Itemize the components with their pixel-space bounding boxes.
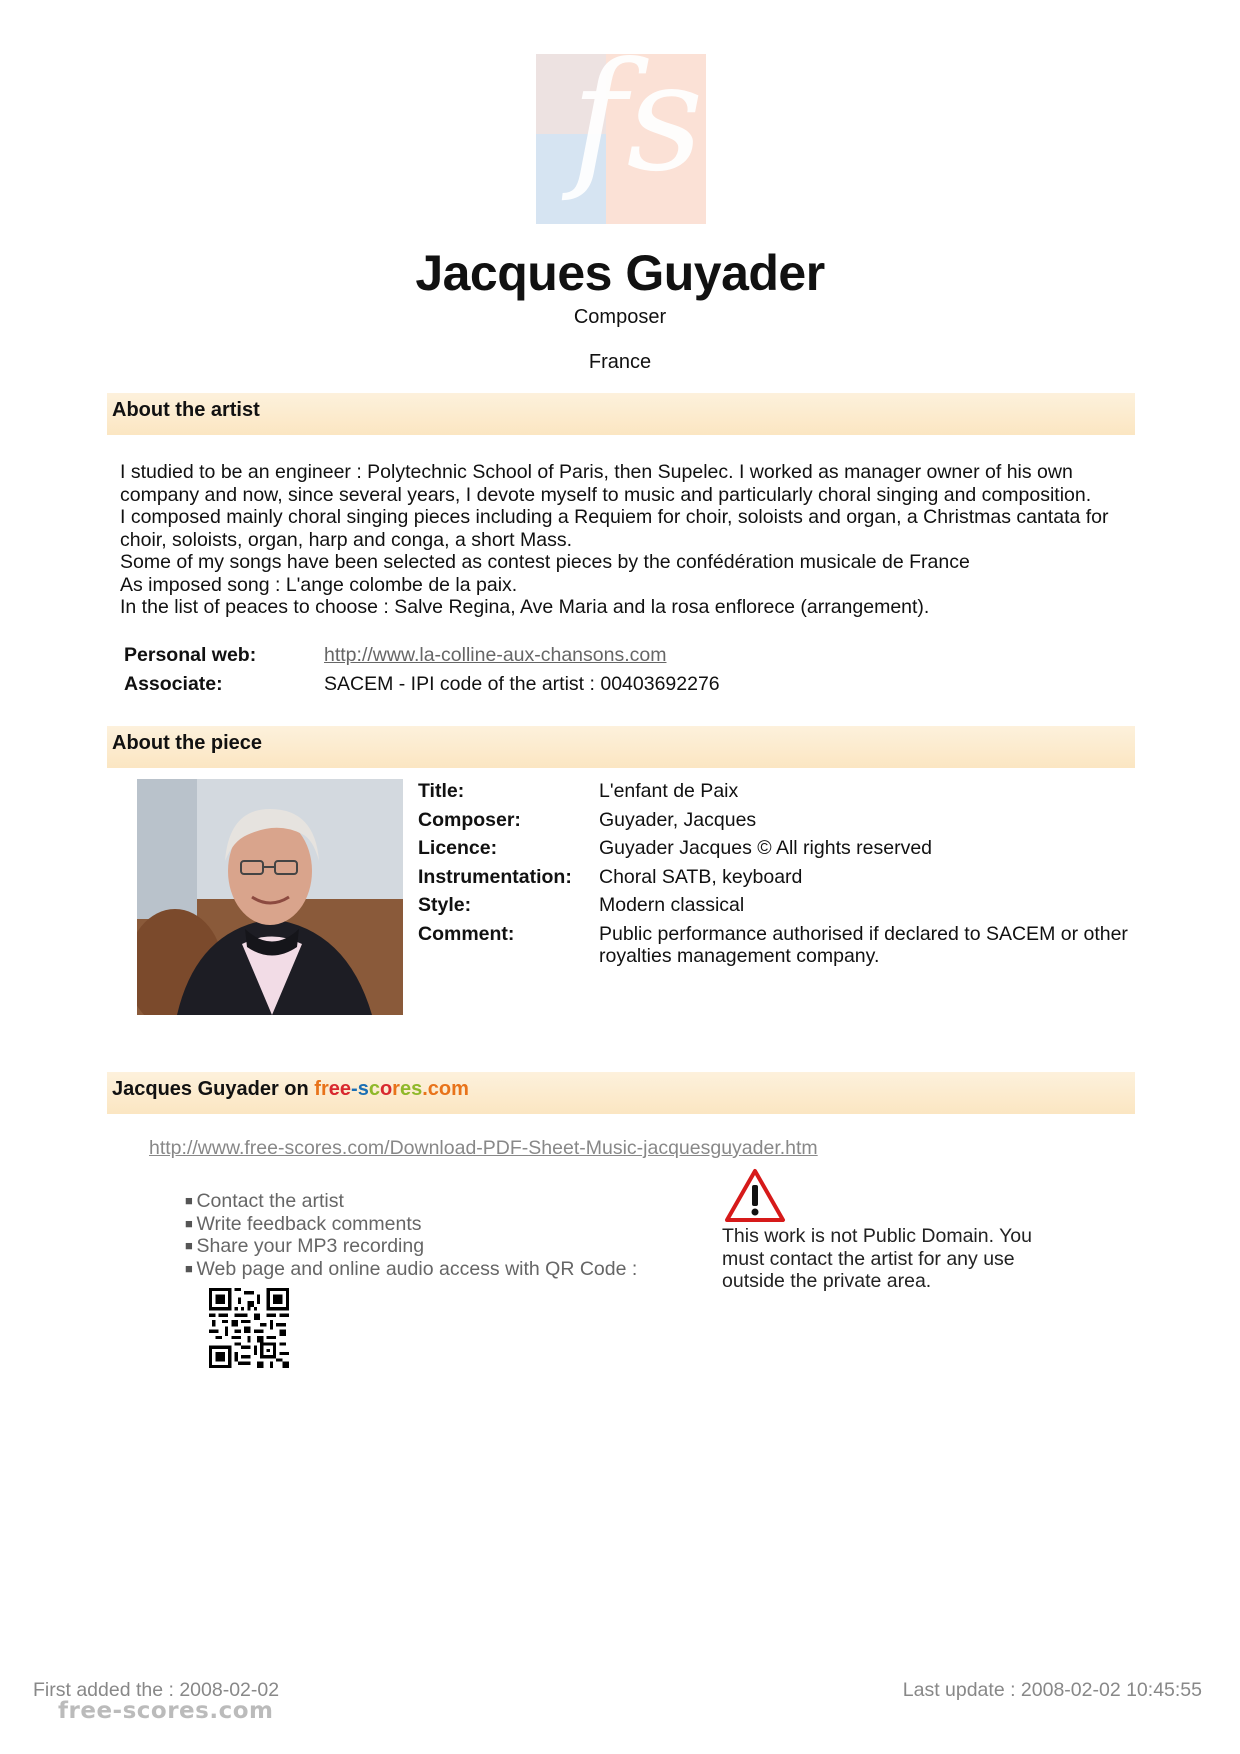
brand-letter: e xyxy=(328,1078,340,1100)
qr-code-access-link[interactable]: ■ Web page and online audio access with QR Code : xyxy=(185,1258,637,1281)
piece-value: L'enfant de Paix xyxy=(599,780,739,802)
piece-row xyxy=(418,866,1138,889)
share-mp3-link[interactable]: ■ Share your MP3 recording xyxy=(185,1235,637,1258)
piece-row xyxy=(418,894,1138,917)
piece-value: Guyader Jacques © All rights reserved xyxy=(599,837,933,859)
brand-letter: .com xyxy=(422,1078,469,1100)
piece-label: Comment: xyxy=(418,922,515,945)
copyright-warning: This work is not Public Domain. You must contact the artist for any use outside the private area. xyxy=(722,1225,1032,1292)
free-scores-heading-prefix: Jacques Guyader on xyxy=(112,1078,315,1100)
artist-actions-list xyxy=(185,1190,637,1281)
brand-letter: c xyxy=(368,1078,380,1100)
free-scores-heading xyxy=(107,1072,1135,1114)
footer-logo: free-scores.com xyxy=(58,1698,274,1724)
personal-web-row xyxy=(124,644,1024,673)
brand-letter: e xyxy=(399,1078,412,1100)
brand-letter: o xyxy=(379,1078,393,1100)
piece-value: Choral SATB, keyboard xyxy=(599,865,803,888)
brand-letter: f xyxy=(314,1078,321,1100)
bio-paragraph: In the list of peaces to choose : Salve Regina, Ave Maria and la rosa enflorece (arrangement). xyxy=(120,596,930,618)
free-scores-url[interactable]: http://www.free-scores.com/Download-PDF-Sheet-Music-jacquesguyader.htm xyxy=(149,1137,818,1159)
piece-label: Licence: xyxy=(418,837,498,859)
piece-row xyxy=(418,923,1138,968)
artist-photo xyxy=(137,779,403,1015)
brand-letter: r xyxy=(320,1078,329,1100)
brand-letter: r xyxy=(392,1078,400,1100)
first-added-date: First added the : 2008-02-02 xyxy=(33,1679,280,1701)
piece-row xyxy=(418,809,1138,832)
personal-web-label: Personal web: xyxy=(124,644,257,666)
piece-row xyxy=(418,837,1138,860)
brand-letter: - xyxy=(351,1078,358,1100)
artist-role: Composer xyxy=(573,306,667,328)
write-feedback-link[interactable]: ■ Write feedback comments xyxy=(185,1213,637,1236)
piece-value: Guyader, Jacques xyxy=(599,808,757,831)
last-update-date: Last update : 2008-02-02 10:45:55 xyxy=(902,1679,1202,1701)
brand-letter: s xyxy=(411,1078,423,1100)
associate-label: Associate: xyxy=(124,673,223,695)
piece-label: Instrumentation: xyxy=(418,865,572,888)
about-piece-heading: About the piece xyxy=(107,726,1135,768)
warning-icon xyxy=(724,1168,786,1224)
piece-label: Title: xyxy=(418,780,465,802)
free-scores-brand[interactable] xyxy=(314,1078,469,1100)
free-scores-logo xyxy=(536,54,706,224)
personal-web-link[interactable]: http://www.la-colline-aux-chansons.com xyxy=(324,644,667,666)
piece-value: Public performance authorised if declared to SACEM or other royalties management company. xyxy=(599,922,1128,967)
piece-label: Style: xyxy=(418,894,472,916)
artist-country: France xyxy=(588,351,652,373)
about-artist-heading: About the artist xyxy=(107,393,1135,435)
contact-artist-link[interactable]: ■ Contact the artist xyxy=(185,1190,637,1213)
piece-info-table xyxy=(418,780,1138,974)
bio-paragraph: Some of my songs have been selected as contest pieces by the confédération musicale de France xyxy=(120,551,970,573)
bio-paragraph: I composed mainly choral singing pieces including a Requiem for choir, soloists and organ, a Christmas cantata for choir, soloists, organ, harp and conga, a short Mass. xyxy=(120,506,1109,551)
brand-letter: s xyxy=(357,1078,369,1100)
brand-letter: e xyxy=(339,1078,352,1100)
artist-bio xyxy=(120,461,1120,619)
piece-label: Composer: xyxy=(418,808,521,831)
bio-paragraph: As imposed song : L'ange colombe de la paix. xyxy=(120,573,518,596)
associate-value: SACEM - IPI code of the artist : 00403692276 xyxy=(324,673,720,695)
associate-row xyxy=(124,673,1024,702)
logo-glyph: fs xyxy=(571,54,704,205)
piece-value: Modern classical xyxy=(599,894,745,916)
artist-name: Jacques Guyader xyxy=(415,245,825,301)
piece-row xyxy=(418,780,1138,803)
bio-paragraph: I studied to be an engineer : Polytechnic School of Paris, then Supelec. I worked as manager owner of his own company and now, since several years, I devote myself to music and particularly choral singing and composition. xyxy=(120,461,1092,506)
artist-info-table xyxy=(124,644,1024,702)
qr-code[interactable] xyxy=(209,1288,289,1368)
